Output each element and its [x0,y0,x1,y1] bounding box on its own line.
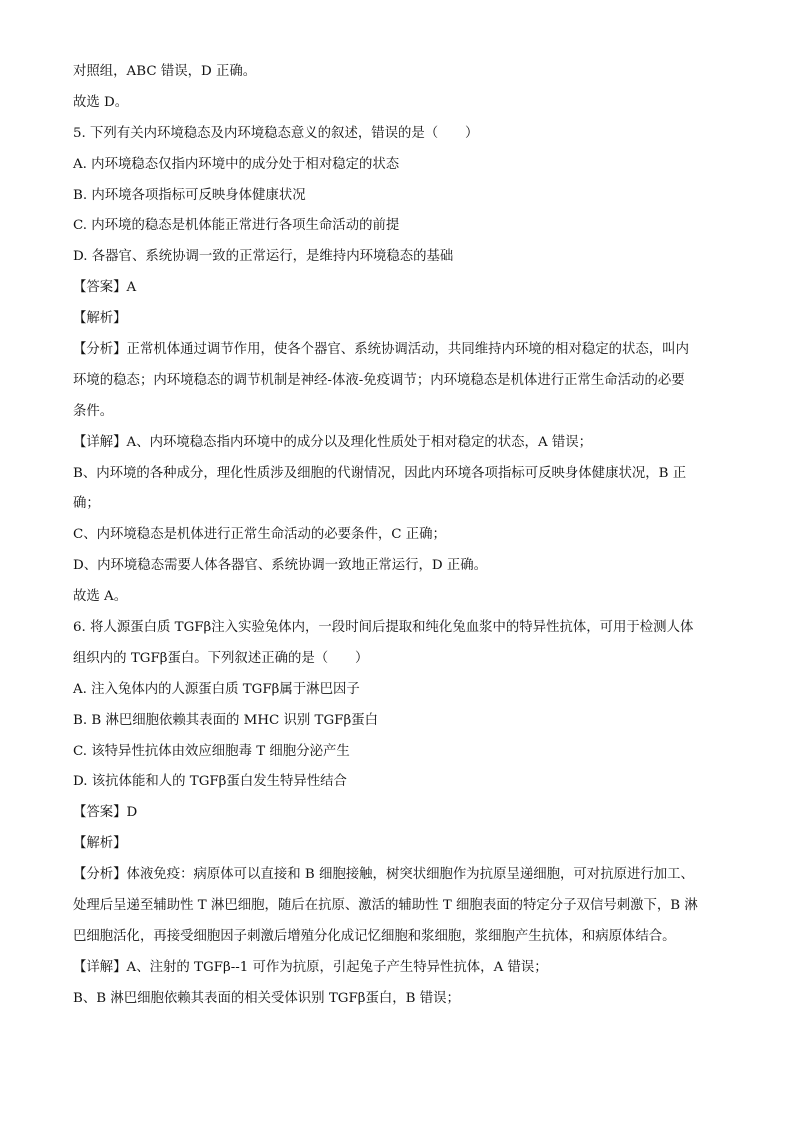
analysis-text: 【分析】体液免疫：病原体可以直接和 B 细胞接触，树突状细胞作为抗原呈递细胞，可对抗原进行加工、 [73,867,694,883]
detail-text: 确； [73,496,100,512]
answer-label: 【答案】D [73,805,138,821]
question-5-stem: 5. 下列有关内环境稳态及内环境稳态意义的叙述，错误的是（ ） [73,125,479,141]
analysis-text: 处理后呈递至辅助性 T 淋巴细胞，随后在抗原、激活的辅助性 T 细胞表面的特定分子双信号刺激下，B 淋 [73,898,698,914]
question-5-option-a: A. 内环境稳态仅指内环境中的成分处于相对稳定的状态 [73,156,400,172]
detail-text: 【详解】A、注射的 TGFβ--1 可作为抗原，引起兔子产生特异性抗体，A 错误； [73,959,548,975]
detail-text: C、内环境稳态是机体进行正常生命活动的必要条件，C 正确； [73,527,446,543]
analysis-label: 【解析】 [73,311,127,327]
question-6-option-d: D. 该抗体能和人的 TGFβ蛋白发生特异性结合 [73,774,347,790]
text-line: 故选 D。 [73,94,129,110]
question-6-stem: 组织内的 TGFβ蛋白。下列叙述正确的是（ ） [73,650,369,666]
question-6-stem: 6. 将人源蛋白质 TGFβ注入实验兔体内，一段时间后提取和纯化兔血浆中的特异性抗体，可用于检测人体 [73,620,694,636]
question-5-option-b: B. 内环境各项指标可反映身体健康状况 [73,187,306,203]
detail-text: 【详解】A、内环境稳态指内环境中的成分以及理化性质处于相对稳定的状态，A 错误； [73,434,593,450]
question-6-option-b: B. B 淋巴细胞依赖其表面的 MHC 识别 TGFβ蛋白 [73,712,378,728]
analysis-text: 巴细胞活化，再接受细胞因子刺激后增殖分化成记忆细胞和浆细胞，浆细胞产生抗体，和病原体结合。 [73,928,676,944]
question-6-option-a: A. 注入兔体内的人源蛋白质 TGFβ属于淋巴因子 [73,681,360,697]
document-page [73,62,725,1020]
detail-text: B、B 淋巴细胞依赖其表面的相关受体识别 TGFβ蛋白，B 错误； [73,990,460,1006]
conclusion-text: 故选 A。 [73,589,128,605]
question-5-option-c: C. 内环境的稳态是机体能正常进行各项生命活动的前提 [73,218,400,234]
question-6-option-c: C. 该特异性抗体由效应细胞毒 T 细胞分泌产生 [73,743,350,759]
analysis-label: 【解析】 [73,836,127,852]
analysis-text: 条件。 [73,403,114,419]
question-5-option-d: D. 各器官、系统协调一致的正常运行，是维持内环境稳态的基础 [73,249,454,265]
detail-text: B、内环境的各种成分，理化性质涉及细胞的代谢情况，因此内环境各项指标可反映身体健康状况，B 正 [73,465,687,481]
analysis-text: 【分析】正常机体通过调节作用，使各个器官、系统协调活动，共同维持内环境的相对稳定的状态，叫内 [73,342,689,358]
detail-text: D、内环境稳态需要人体各器官、系统协调一致地正常运行，D 正确。 [73,558,488,574]
answer-label: 【答案】A [73,280,137,296]
analysis-text: 环境的稳态；内环境稳态的调节机制是神经-体液-免疫调节；内环境稳态是机体进行正常生命活动的必要 [73,372,685,388]
text-line: 对照组，ABC 错误，D 正确。 [73,64,257,79]
